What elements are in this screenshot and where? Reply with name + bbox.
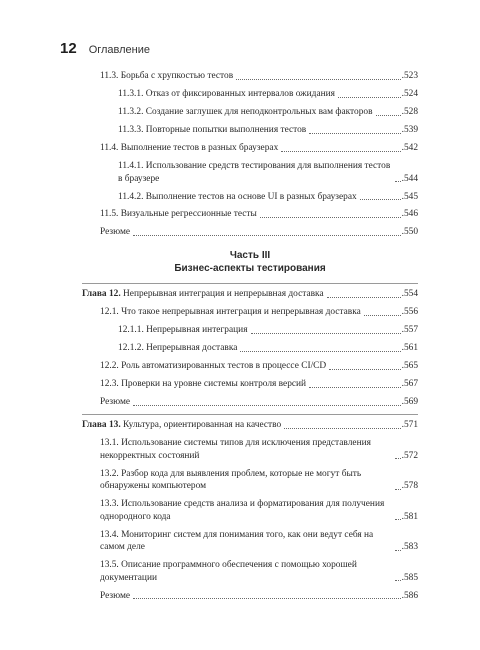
running-header xyxy=(60,40,150,57)
toc-entry[interactable] xyxy=(82,498,418,523)
dot-leader xyxy=(260,217,401,218)
toc-entry-title: 13.1. Использование системы типов для исключения представления некорректных состояний xyxy=(100,437,371,461)
toc-entry-page: .557 xyxy=(401,325,418,336)
toc-entry[interactable] xyxy=(82,360,418,373)
toc-entry-page: .550 xyxy=(401,227,418,238)
dot-leader xyxy=(338,97,401,98)
toc-entry-page: .523 xyxy=(401,71,418,81)
toc-entry-title: 11.4.2. Выполнение тестов на основе UI в разных браузерах xyxy=(118,191,357,202)
chapter-13-page: 571 xyxy=(403,419,418,430)
dot-leader xyxy=(395,489,401,490)
toc-entry-title: 12.1. Что такое непрерывная интеграция и непрерывная доставка xyxy=(100,307,361,318)
toc-entry-page: .578 xyxy=(401,481,418,492)
toc-entry-title: Резюме xyxy=(100,227,131,238)
toc-section-chapter11-tail xyxy=(82,70,418,239)
chapter-13-title: Культура, ориентированная на качество xyxy=(123,419,282,430)
table-of-contents xyxy=(82,70,418,608)
toc-entry[interactable] xyxy=(82,124,418,137)
toc-entry-title: 11.3.3. Повторные попытки выполнения тестов xyxy=(118,124,307,135)
toc-entry-title: 12.3. Проверки на уровне системы контроля версий xyxy=(100,378,307,389)
toc-entry-page: .539 xyxy=(401,124,418,135)
toc-entry-page: .546 xyxy=(401,209,418,220)
dot-leader xyxy=(309,133,400,134)
toc-entry[interactable] xyxy=(82,191,418,204)
dot-leader xyxy=(133,235,401,236)
toc-section-chapter12 xyxy=(82,306,418,409)
divider xyxy=(82,283,418,284)
part-title: Бизнес-аспекты тестирования xyxy=(174,263,326,275)
chapter-12-entry[interactable] xyxy=(82,288,418,301)
toc-entry-page: .569 xyxy=(401,396,418,407)
toc-entry-page: .544 xyxy=(401,173,418,184)
toc-entry-title: 12.1.2. Непрерывная доставка xyxy=(118,343,238,354)
toc-entry[interactable] xyxy=(82,70,418,83)
toc-entry-page: .581 xyxy=(401,511,418,522)
chapter-13-heading xyxy=(82,419,281,432)
toc-entry-page: .585 xyxy=(401,572,418,583)
part-heading xyxy=(82,249,418,275)
dot-leader xyxy=(309,387,401,388)
dot-leader xyxy=(395,181,401,182)
toc-entry-page: .524 xyxy=(401,88,418,99)
toc-entry[interactable] xyxy=(82,226,418,239)
page-number: 12 xyxy=(60,40,77,57)
toc-entry-title: 11.5. Визуальные регрессионные тесты xyxy=(100,209,257,220)
dot-leader xyxy=(327,297,401,298)
dot-leader xyxy=(364,315,401,316)
toc-entry-title: 12.1.1. Непрерывная интеграция xyxy=(118,325,248,336)
dot-leader xyxy=(251,333,401,334)
toc-entry-page: .565 xyxy=(401,361,418,371)
toc-entry[interactable] xyxy=(82,378,418,391)
toc-entry-page: .583 xyxy=(401,542,418,553)
dot-leader xyxy=(133,598,401,599)
toc-entry[interactable] xyxy=(82,342,418,355)
page-ref: .571 xyxy=(401,419,418,430)
toc-entry[interactable] xyxy=(82,468,418,493)
toc-entry-title: 11.3.2. Создание заглушек для неподконтрольных вам факторов xyxy=(118,106,373,117)
toc-entry-title: 11.4.1. Использование средств тестирования для выполнения тестов в браузере xyxy=(118,160,391,184)
dot-leader xyxy=(395,458,401,459)
toc-entry-page: .542 xyxy=(401,142,418,153)
divider xyxy=(82,414,418,415)
toc-section-chapter13 xyxy=(82,437,418,602)
toc-entry-title: 11.4. Выполнение тестов в разных браузерах xyxy=(100,142,279,153)
dot-leader xyxy=(281,151,400,152)
chapter-13-label: Глава 13. xyxy=(82,419,121,430)
part-label: Часть III xyxy=(229,250,271,262)
toc-entry-title: 12.2. Роль автоматизированных тестов в процессе CI/CD xyxy=(100,361,327,371)
toc-entry[interactable] xyxy=(82,106,418,119)
toc-entry[interactable] xyxy=(82,396,418,409)
toc-entry-title: 11.3. Борьба с хрупкостью тестов xyxy=(100,71,234,81)
toc-entry-page: .567 xyxy=(401,378,418,389)
dot-leader xyxy=(240,351,400,352)
toc-entry[interactable] xyxy=(82,142,418,155)
dot-leader xyxy=(133,405,401,406)
dot-leader xyxy=(360,199,401,200)
toc-entry-page: .586 xyxy=(401,590,418,601)
toc-entry-page: .528 xyxy=(401,106,418,117)
chapter-13-entry[interactable] xyxy=(82,419,418,432)
dot-leader xyxy=(329,369,400,370)
chapter-12-heading xyxy=(82,288,324,301)
toc-entry[interactable] xyxy=(82,559,418,584)
toc-entry[interactable] xyxy=(82,208,418,221)
toc-entry-page: .561 xyxy=(401,343,418,354)
toc-entry-title: 13.3. Использование средств анализа и форматирования для получения однородного кода xyxy=(100,499,385,522)
toc-entry-page: .556 xyxy=(401,307,418,318)
dot-leader xyxy=(284,428,400,429)
toc-entry-title: Резюме xyxy=(100,396,131,407)
running-title: Оглавление xyxy=(88,44,151,56)
toc-entry-title: 13.2. Разбор кода для выявления проблем, которые не могут быть обнаружены компьютером xyxy=(100,468,362,492)
toc-entry-title: Резюме xyxy=(100,590,131,601)
dot-leader xyxy=(395,580,401,581)
toc-entry-page: .572 xyxy=(401,450,418,461)
toc-entry[interactable] xyxy=(82,306,418,319)
toc-entry-title: 13.5. Описание программного обеспечения с помощью хорошей документации xyxy=(100,560,357,583)
toc-entry[interactable] xyxy=(82,529,418,554)
chapter-12-title: Непрерывная интеграция и непрерывная доставка xyxy=(123,289,324,300)
toc-entry[interactable] xyxy=(82,324,418,337)
toc-entry[interactable] xyxy=(82,590,418,603)
toc-entry[interactable] xyxy=(82,437,418,462)
toc-entry[interactable] xyxy=(82,160,418,185)
chapter-12-page: 554 xyxy=(403,289,418,300)
dot-leader xyxy=(395,550,401,551)
toc-entry-title: 13.4. Мониторинг систем для понимания того, как они ведут себя на самом деле xyxy=(100,529,374,553)
toc-entry[interactable] xyxy=(82,88,418,101)
dot-leader xyxy=(236,79,400,80)
dot-leader xyxy=(376,115,401,116)
toc-entry-title: 11.3.1. Отказ от фиксированных интервалов ожидания xyxy=(118,88,335,99)
page-ref: .554 xyxy=(401,289,418,300)
toc-entry-page: .545 xyxy=(401,191,418,202)
dot-leader xyxy=(395,519,401,520)
chapter-12-label: Глава 12. xyxy=(82,289,121,300)
